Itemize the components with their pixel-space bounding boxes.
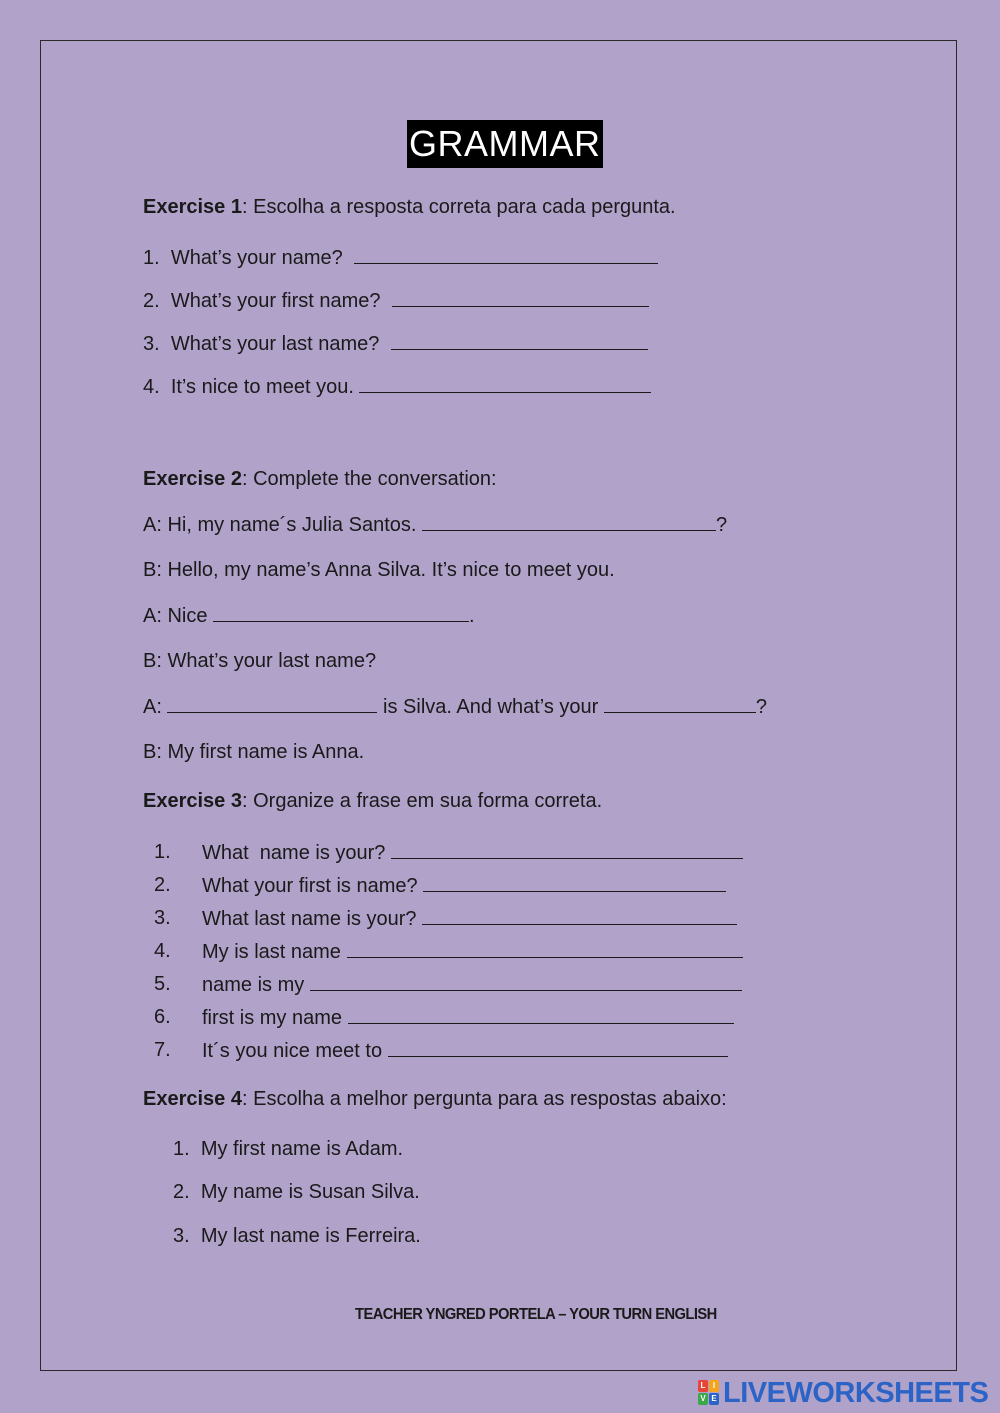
- item-number: 2.: [143, 290, 160, 312]
- conversation-text: ?: [716, 514, 728, 536]
- conversation-text: A:: [143, 696, 162, 718]
- item-number: 2.: [154, 874, 171, 896]
- answer-blank[interactable]: [348, 1005, 734, 1024]
- exercise-3-instruction: : Organize a frase em sua forma correta.: [241, 790, 603, 812]
- item-number: 4.: [143, 376, 160, 398]
- answer-blank[interactable]: [310, 972, 742, 991]
- exercise-1-item-1: [143, 245, 658, 270]
- item-text: My name is Susan Silva.: [200, 1181, 420, 1203]
- conversation-text: A: Hi, my name´s Julia Santos.: [143, 514, 417, 536]
- exercise-3-item-6: [202, 1005, 734, 1030]
- item-text: name is my: [202, 974, 305, 996]
- item-text: My is last name: [202, 941, 341, 963]
- exercise-1-heading: [143, 195, 676, 219]
- answer-blank[interactable]: [391, 840, 743, 859]
- exercise-1-item-2: [143, 288, 649, 313]
- exercise-3-item-7: [202, 1038, 728, 1063]
- conversation-line-5: [143, 694, 767, 719]
- item-number: 5.: [154, 973, 171, 995]
- exercise-2-heading: [143, 467, 497, 491]
- exercise-3-item-2: [202, 873, 726, 898]
- item-text: What name is your?: [202, 842, 386, 864]
- conversation-line-4: B: What’s your last name?: [143, 650, 377, 672]
- conversation-text: ?: [755, 696, 768, 718]
- item-number: 3.: [143, 333, 160, 355]
- exercise-4-item-2: [173, 1180, 420, 1204]
- conversation-line-2: B: Hello, my name’s Anna Silva. It’s nice to meet you.: [143, 559, 615, 581]
- logo-letter: V: [698, 1393, 708, 1405]
- item-number: 2.: [173, 1181, 190, 1203]
- item-text: My first name is Adam.: [200, 1138, 404, 1160]
- conversation-text: .: [469, 605, 475, 627]
- exercise-1-label: Exercise 1: [143, 196, 242, 218]
- answer-blank[interactable]: [422, 512, 716, 531]
- exercise-1-item-3: [143, 331, 648, 356]
- item-number: 1.: [154, 841, 171, 863]
- item-text: What’s your last name?: [170, 333, 380, 355]
- answer-blank[interactable]: [392, 288, 649, 307]
- answer-blank[interactable]: [359, 374, 651, 393]
- item-text: What last name is your?: [202, 908, 417, 930]
- item-text: What’s your first name?: [170, 290, 381, 312]
- exercise-4-heading: [143, 1087, 727, 1111]
- item-text: What’s your name?: [170, 247, 343, 269]
- item-number: 3.: [154, 907, 171, 929]
- logo-letter: E: [709, 1393, 719, 1405]
- item-text: My last name is Ferreira.: [200, 1225, 421, 1247]
- logo-letter: L: [698, 1380, 708, 1392]
- page-title: GRAMMAR: [407, 120, 603, 168]
- answer-blank[interactable]: [354, 245, 658, 264]
- exercise-1-instruction: : Escolha a resposta correta para cada pergunta.: [241, 196, 676, 218]
- answer-blank[interactable]: [213, 603, 469, 622]
- exercise-3-item-4: [202, 939, 743, 964]
- item-number: 1.: [143, 247, 160, 269]
- conversation-text: is Silva. And what’s your: [383, 696, 599, 718]
- exercise-2-instruction: : Complete the conversation:: [241, 468, 497, 490]
- liveworksheets-logo-icon: [698, 1380, 720, 1406]
- item-text: What your first is name?: [202, 875, 418, 897]
- exercise-3-heading: [143, 789, 602, 813]
- conversation-line-3: [143, 603, 475, 628]
- exercise-4-item-1: [173, 1137, 403, 1161]
- exercise-4-instruction: : Escolha a melhor pergunta para as respostas abaixo:: [241, 1088, 727, 1110]
- logo-letter: I: [709, 1380, 719, 1392]
- exercise-1-item-4: [143, 374, 651, 399]
- item-number: 4.: [154, 940, 171, 962]
- exercise-3-item-5: [202, 972, 742, 997]
- item-text: first is my name: [202, 1007, 343, 1029]
- answer-blank[interactable]: [391, 331, 648, 350]
- item-text: It’s nice to meet you.: [170, 376, 354, 398]
- exercise-4-item-3: [173, 1224, 421, 1248]
- item-number: 7.: [154, 1039, 171, 1061]
- exercise-3-item-1: [202, 840, 743, 865]
- answer-blank[interactable]: [388, 1038, 728, 1057]
- footer-credit: TEACHER YNGRED PORTELA – YOUR TURN ENGLISH: [355, 1306, 717, 1323]
- conversation-line-1: [143, 512, 727, 537]
- conversation-text: A: Nice: [143, 605, 208, 627]
- liveworksheets-brand: [698, 1376, 988, 1410]
- item-number: 3.: [173, 1225, 190, 1247]
- exercise-3-item-3: [202, 906, 737, 931]
- exercise-3-label: Exercise 3: [143, 790, 242, 812]
- item-text: It´s you nice meet to: [202, 1040, 383, 1062]
- exercise-4-label: Exercise 4: [143, 1088, 242, 1110]
- exercise-2-label: Exercise 2: [143, 468, 242, 490]
- conversation-line-6: B: My first name is Anna.: [143, 741, 365, 763]
- item-number: 6.: [154, 1006, 171, 1028]
- answer-blank[interactable]: [423, 873, 726, 892]
- answer-blank[interactable]: [167, 694, 377, 713]
- brand-name: LIVEWORKSHEETS: [723, 1376, 989, 1409]
- answer-blank[interactable]: [422, 906, 737, 925]
- item-number: 1.: [173, 1138, 190, 1160]
- answer-blank[interactable]: [604, 694, 756, 713]
- answer-blank[interactable]: [347, 939, 743, 958]
